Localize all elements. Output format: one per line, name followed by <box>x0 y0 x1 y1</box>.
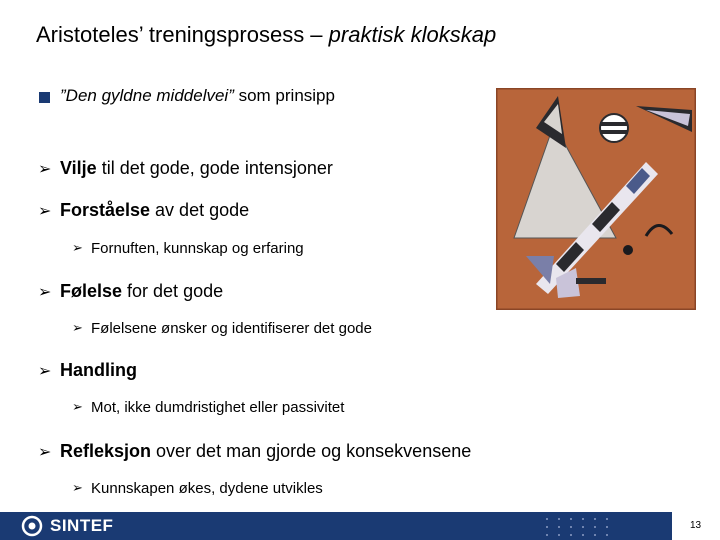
item-keyword: Vilje <box>60 158 97 178</box>
sub-item: Fornuften, kunnskap og erfaring <box>91 240 304 257</box>
footer-dots-decoration <box>544 516 624 538</box>
item-text: for det gode <box>122 281 224 301</box>
principle-rest: som prinsipp <box>233 86 335 105</box>
list-item <box>60 360 137 381</box>
item-keyword: Følelse <box>60 281 123 301</box>
item-text: over det man gjorde og konsekvensene <box>151 441 472 461</box>
sub-arrow-bullet-icon: ➢ <box>72 400 83 415</box>
sub-arrow-bullet-icon: ➢ <box>72 481 83 496</box>
principle-line <box>60 86 335 106</box>
page-number: 13 <box>690 520 702 531</box>
list-item <box>60 441 471 462</box>
item-keyword: Forståelse <box>60 200 151 220</box>
bullet-square-icon <box>39 92 50 103</box>
sintef-logo-icon <box>20 515 44 537</box>
footer <box>0 512 720 540</box>
arrow-bullet-icon: ➢ <box>38 159 52 178</box>
title-main: Aristoteles’ treningsprosess – <box>36 22 323 47</box>
sub-item: Følelsene ønsker og identifiserer det gode <box>91 320 372 337</box>
list-item <box>60 158 333 179</box>
item-keyword: Handling <box>60 360 137 380</box>
sub-arrow-bullet-icon: ➢ <box>72 321 83 336</box>
arrow-bullet-icon: ➢ <box>38 201 52 220</box>
footer-logo-text: SINTEF <box>50 516 114 535</box>
list-item <box>60 281 223 302</box>
item-text: av det gode <box>150 200 250 220</box>
sub-arrow-bullet-icon: ➢ <box>72 241 83 256</box>
list-item <box>60 200 249 221</box>
arrow-bullet-icon: ➢ <box>38 282 52 301</box>
arrow-bullet-icon: ➢ <box>38 361 52 380</box>
title-italic: praktisk klokskap <box>328 22 497 47</box>
arrow-bullet-icon: ➢ <box>38 442 52 461</box>
sub-item: Kunnskapen økes, dydene utvikles <box>91 480 323 497</box>
abstract-painting <box>496 88 696 310</box>
sub-item: Mot, ikke dumdristighet eller passivitet <box>91 399 345 416</box>
item-text: til det gode, gode intensjoner <box>96 158 333 178</box>
slide-title <box>36 22 496 48</box>
item-keyword: Refleksjon <box>60 441 152 461</box>
principle-quote: ”Den gyldne middelvei” <box>60 86 234 105</box>
